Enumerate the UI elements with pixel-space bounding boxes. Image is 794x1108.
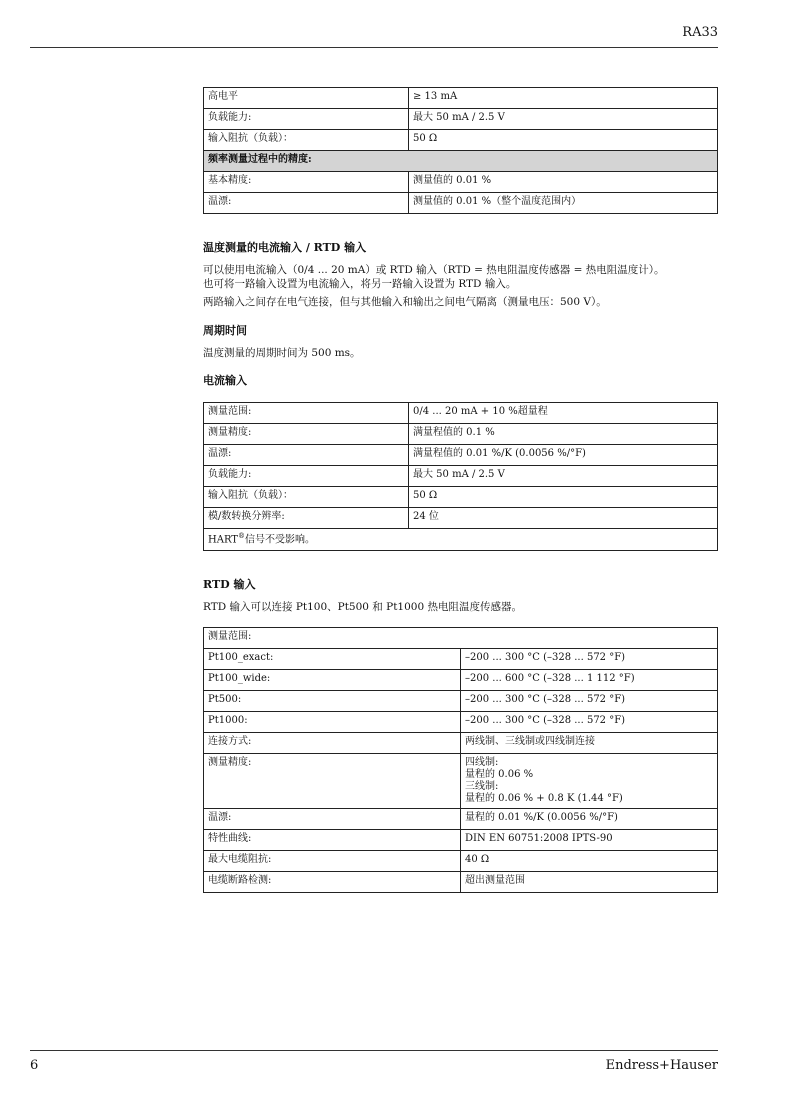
spec-label: 负载能力: [204, 465, 409, 486]
page-content [203, 87, 718, 893]
spec-value: –200 ... 300 °C (–328 ... 572 °F) [461, 712, 718, 733]
spec-label: 测量精度: [204, 423, 409, 444]
accuracy-line: 量程的 0.06 % [465, 769, 534, 781]
section-heading-temp-input: 温度测量的电流输入 / RTD 输入 [203, 241, 367, 254]
table-row [204, 486, 718, 507]
table-row [204, 691, 718, 712]
table-row [204, 88, 718, 109]
spec-value: 测量值的 0.01 % [409, 172, 718, 193]
table-row [204, 402, 718, 423]
table-row [204, 830, 718, 851]
spec-label: 基本精度: [204, 172, 409, 193]
table-row [204, 193, 718, 214]
footer-rule [30, 1050, 718, 1051]
spec-value: 两线制、三线制或四线制连接 [461, 733, 718, 754]
table-row [204, 109, 718, 130]
header-rule [30, 47, 718, 48]
table-row [204, 809, 718, 830]
spec-value: 量程的 0.01 %/K (0.0056 %/°F) [461, 809, 718, 830]
spec-value: 最大 50 mA / 2.5 V [409, 465, 718, 486]
spec-value: 0/4 ... 20 mA + 10 %超量程 [409, 402, 718, 423]
cycle-time-text: 温度测量的周期时间为 500 ms。 [203, 346, 361, 359]
spec-label: 特性曲线: [204, 830, 461, 851]
table-row [204, 130, 718, 151]
table-row [204, 670, 718, 691]
spec-value: 最大 50 mA / 2.5 V [409, 109, 718, 130]
rtd-input-table [203, 627, 718, 893]
accuracy-line: 量程的 0.06 % + 0.8 K (1.44 °F) [465, 793, 623, 805]
section-heading-current-input: 电流输入 [203, 373, 247, 387]
rtd-intro: RTD 输入可以连接 Pt100、Pt500 和 Pt1000 热电阻温度传感器。 [203, 601, 522, 614]
spec-label: Pt100_wide: [204, 670, 461, 691]
spec-label: 温漂: [204, 444, 409, 465]
table-section-row [204, 151, 718, 172]
spec-label: Pt1000: [204, 712, 461, 733]
section-label: 频率测量过程中的精度: [204, 151, 718, 172]
table-row [204, 872, 718, 893]
spec-label: 模/数转换分辨率: [204, 507, 409, 528]
spec-value: 40 Ω [461, 851, 718, 872]
spec-value: 超出测量范围 [461, 872, 718, 893]
table-row [204, 851, 718, 872]
spec-label: 负载能力: [204, 109, 409, 130]
spec-value: ≥ 13 mA [409, 88, 718, 109]
spec-label: 测量精度: [204, 754, 461, 809]
table-row [204, 754, 718, 809]
brand-name: Endress+Hauser [605, 1058, 718, 1073]
table-row [204, 423, 718, 444]
current-input-table [203, 402, 718, 551]
temp-input-para1-line1: 可以使用电流输入（0/4 ... 20 mA）或 RTD 输入（RTD = 热电阻温度传感器 = 热电阻温度计）。 [203, 264, 665, 277]
spec-value: 50 Ω [409, 486, 718, 507]
spec-value: 24 位 [409, 507, 718, 528]
spec-value-multiline [461, 754, 718, 809]
table-row [204, 172, 718, 193]
spec-label: 温漂: [204, 809, 461, 830]
temp-input-para1-line2: 也可将一路输入设置为电流输入，将另一路输入设置为 RTD 输入。 [203, 278, 517, 291]
table-row [204, 712, 718, 733]
table-section-row [204, 628, 718, 649]
hart-note [204, 528, 718, 550]
spec-value: –200 ... 300 °C (–328 ... 572 °F) [461, 691, 718, 712]
range-label: 测量范围: [204, 628, 718, 649]
spec-label: Pt100_exact: [204, 649, 461, 670]
spec-value: 满量程值的 0.1 % [409, 423, 718, 444]
table-note-row [204, 528, 718, 550]
table-row [204, 444, 718, 465]
spec-label: 电缆断路检测: [204, 872, 461, 893]
spec-value: 满量程值的 0.01 %/K (0.0056 %/°F) [409, 444, 718, 465]
table-row [204, 507, 718, 528]
page-number: 6 [30, 1058, 39, 1073]
section-heading-cycle-time: 周期时间 [203, 323, 247, 337]
spec-value: –200 ... 300 °C (–328 ... 572 °F) [461, 649, 718, 670]
spec-label: 连接方式: [204, 733, 461, 754]
registered-mark: ® [237, 531, 245, 540]
spec-label: 最大电缆阻抗: [204, 851, 461, 872]
temp-input-para2: 两路输入之间存在电气连接，但与其他输入和输出之间电气隔离（测量电压：500 V）。 [203, 296, 607, 309]
frequency-spec-table [203, 87, 718, 214]
table-row [204, 465, 718, 486]
spec-value: 测量值的 0.01 %（整个温度范围内） [409, 193, 718, 214]
spec-value: 50 Ω [409, 130, 718, 151]
document-code: RA33 [682, 25, 718, 40]
spec-label: 温漂: [204, 193, 409, 214]
spec-label: 高电平 [204, 88, 409, 109]
accuracy-line: 三线制: [465, 781, 499, 793]
table-row [204, 649, 718, 670]
spec-value: DIN EN 60751:2008 IPTS-90 [461, 830, 718, 851]
spec-label: 测量范围: [204, 402, 409, 423]
spec-label: 输入阻抗（负载）： [204, 486, 409, 507]
spec-label: 输入阻抗（负载）： [204, 130, 409, 151]
section-heading-rtd-input: RTD 输入 [203, 578, 256, 592]
accuracy-line: 四线制: [465, 757, 499, 769]
spec-value: –200 ... 600 °C (–328 ... 1 112 °F) [461, 670, 718, 691]
hart-note-suffix: 信号不受影响。 [244, 534, 315, 546]
spec-label: Pt500: [204, 691, 461, 712]
hart-note-prefix: HART [208, 534, 238, 546]
table-row [204, 733, 718, 754]
